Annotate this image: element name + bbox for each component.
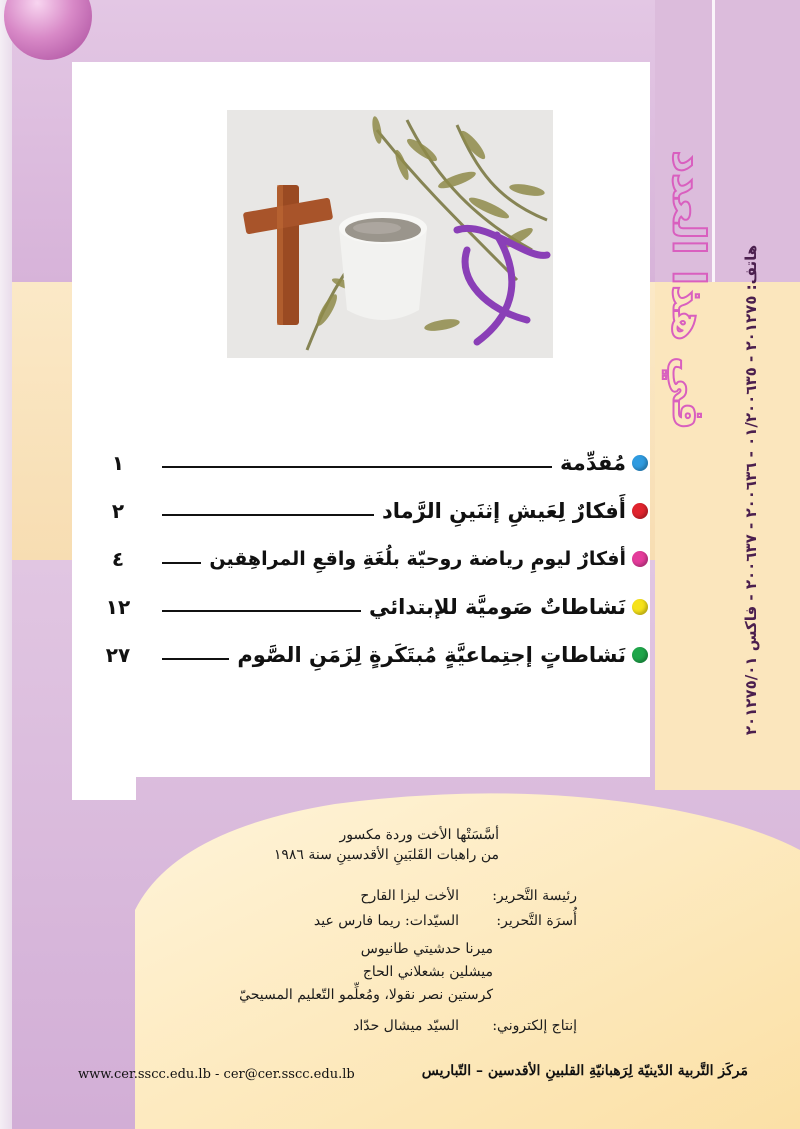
toc-item[interactable] — [96, 542, 648, 576]
production-label: إنتاج إلكتروني: — [492, 1018, 577, 1034]
toc-item-title: أفكارٌ ليومِ رياضة روحيّة بلُغَةِ واقعِ المراهِقين — [209, 548, 626, 570]
toc-item-title: نَشاطاتٍ إجتِماعيَّةٍ مُبتَكَرةٍ لِزَمَنِ الصَّوم — [237, 643, 626, 667]
editor-in-chief-label: رئيسة التَّحرير: — [492, 888, 577, 904]
toc-item[interactable] — [96, 446, 648, 480]
bullet-dot-icon — [632, 503, 648, 519]
bullet-dot-icon — [632, 455, 648, 471]
toc-item-page: ٢ — [111, 499, 125, 523]
side-issue-title — [658, 75, 718, 505]
editorial-team-label: أُسرَة التَّحرير: — [496, 913, 577, 929]
toc-item[interactable] — [96, 494, 648, 528]
toc-item-page: ١ — [111, 451, 125, 475]
toc-leader-line — [162, 658, 229, 660]
editorial-team-first: السيّدات: ريما فارس عيد — [313, 913, 459, 929]
cross-and-ash-bowl-image — [227, 110, 553, 358]
team-member: ميرنا حدشيتي طانيوس — [360, 941, 493, 957]
contact-website-email[interactable]: www.cer.sscc.edu.lb - cer@cer.sscc.edu.lb — [78, 1067, 355, 1082]
toc-item-title: نَشاطاتٌ صَوميَّة للإبتدائي — [368, 595, 626, 619]
toc-item-page: ١٢ — [105, 595, 131, 619]
editor-in-chief-name: الأخت ليزا القارح — [360, 888, 459, 904]
founder-line-2: من راهبات القَلبَينِ الأقدسينِ سنة ١٩٨٦ — [273, 847, 499, 863]
bullet-dot-icon — [632, 551, 648, 567]
content-card-tab — [72, 777, 136, 800]
toc-item-title: مُقدِّمة — [560, 451, 626, 475]
toc-item-page: ٤ — [111, 547, 125, 571]
toc-leader-line — [162, 562, 201, 564]
toc-item-page: ٢٧ — [105, 643, 131, 667]
left-stripe — [0, 0, 12, 1129]
center-name: مَركَز التَّربية الدّينيّة لِرَهبانيّةِ القلبينِ الأقدسين – التّباريس — [421, 1063, 748, 1079]
toc-item[interactable] — [96, 638, 648, 672]
toc-item[interactable] — [96, 590, 648, 624]
bullet-dot-icon — [632, 647, 648, 663]
toc-item-title: أَفكارٌ لِعَيشِ إثنَينِ الرَّماد — [381, 499, 626, 523]
editorial-team-members — [239, 938, 493, 1007]
bullet-dot-icon — [632, 599, 648, 615]
side-phone-fax — [720, 180, 782, 800]
side-phone-fax-text: هاتف: ٢٠١٢٧٥ - ٠١/٢٠٠٦٣٥ - ٢٠٠٦٣٦ - ٢٠٠٦٣٧ - فاكس ٢٠١٢٧٥/٠١ — [742, 244, 760, 736]
founder-info — [274, 825, 499, 865]
photo-illustration — [227, 110, 553, 358]
toc-leader-line — [162, 466, 552, 468]
side-issue-title-text: في هذا العدد — [662, 150, 714, 430]
founder-line-1: أسَّسَتْها الأخت وردة مكسور — [339, 827, 499, 843]
production-name: السيّد ميشال حدّاد — [353, 1018, 459, 1034]
toc-leader-line — [162, 514, 374, 516]
team-member: كرستين نصر نقولا، ومُعلِّمو التّعليم المسيحيّ — [239, 987, 493, 1003]
toc-leader-line — [162, 610, 361, 612]
team-member: ميشلين بشعلاني الحاج — [362, 964, 493, 980]
